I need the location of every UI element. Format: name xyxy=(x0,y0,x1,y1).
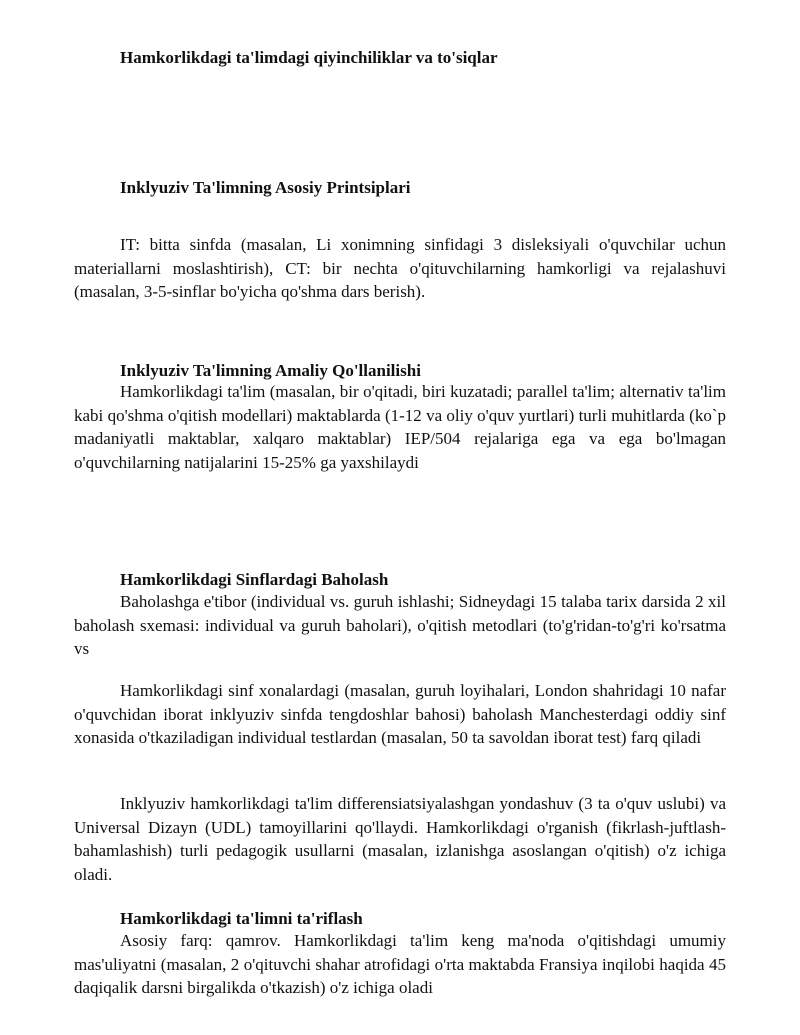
paragraph-definition: Asosiy farq: qamrov. Hamkorlikdagi ta'lim keng ma'noda o'qitishdagi umumiy mas'uliyatni (masalan, 2 o'qituvchi shahar atrofidagi o'rta maktabda Fransiya inqilobi haqida 45 daqiqalik darsni birgalikda o'tkazish) o'z ichiga oladi xyxy=(74,931,726,997)
section-heading-assessment: Hamkorlikdagi Sinflardagi Baholash xyxy=(120,570,389,589)
paragraph-inclusive-approach: Inklyuziv hamkorlikdagi ta'lim differensiatsiyalashgan yondashuv (3 ta o'quv uslubi) va Universal Dizayn (UDL) tamoyillarini qo'llaydi. Hamkorlikdagi o'rganish (fikrlash-juftlash-bahamlashish) turli pedagogik usullarni (masalan, izlanishga asoslangan o'qitish) o'z ichiga oladi. xyxy=(74,794,726,884)
document-title: Hamkorlikdagi ta'limdagi qiyinchiliklar va to'siqlar xyxy=(120,48,498,67)
section-heading-practical-application: Inklyuziv Ta'limning Amaliy Qo'llanilishi xyxy=(120,361,421,380)
paragraph-principles: IT: bitta sinfda (masalan, Li xonimning sinfidagi 3 disleksiyali o'quvchilar uchun materiallarni moslashtirish), CT: bir nechta o'qituvchilarning hamkorligi va rejalashuvi (masalan, 3-5-sinflar bo'yicha qo'shma dars berish). xyxy=(74,235,726,301)
paragraph-assessment-comparison: Hamkorlikdagi sinf xonalardagi (masalan, guruh loyihalari, London shahridagi 10 nafar o'quvchidan iborat inklyuziv sinfda tengdoshlar bahosi) baholash Manchesterdagi oddiy sinf xonasida o'tkaziladigan individual testlardan (masalan, 50 ta savoldan iborat test) farq qiladi xyxy=(74,681,726,747)
section-heading-principles: Inklyuziv Ta'limning Asosiy Printsiplari xyxy=(120,178,411,197)
paragraph-assessment-focus: Baholashga e'tibor (individual vs. guruh ishlashi; Sidneydagi 15 talaba tarix darsida 2 xil baholash sxemasi: individual va guruh baholari), o'qitish metodlari (to'g'ridan-to'g'ri ko'rsatma vs xyxy=(74,592,726,658)
paragraph-practical-application: Hamkorlikdagi ta'lim (masalan, bir o'qitadi, biri kuzatadi; parallel ta'lim; alternativ ta'lim kabi qo'shma o'qitish modellari) maktablarda (1-12 va oliy o'quv yurtlari) turli muhitlarda (ko`p madaniyatli maktablar, xalqaro maktablar) IEP/504 rejalariga ega va ega bo'lmagan o'quvchilarning natijalarini 15-25% ga yaxshilaydi xyxy=(74,382,726,472)
section-heading-definition: Hamkorlikdagi ta'limni ta'riflash xyxy=(120,909,363,928)
